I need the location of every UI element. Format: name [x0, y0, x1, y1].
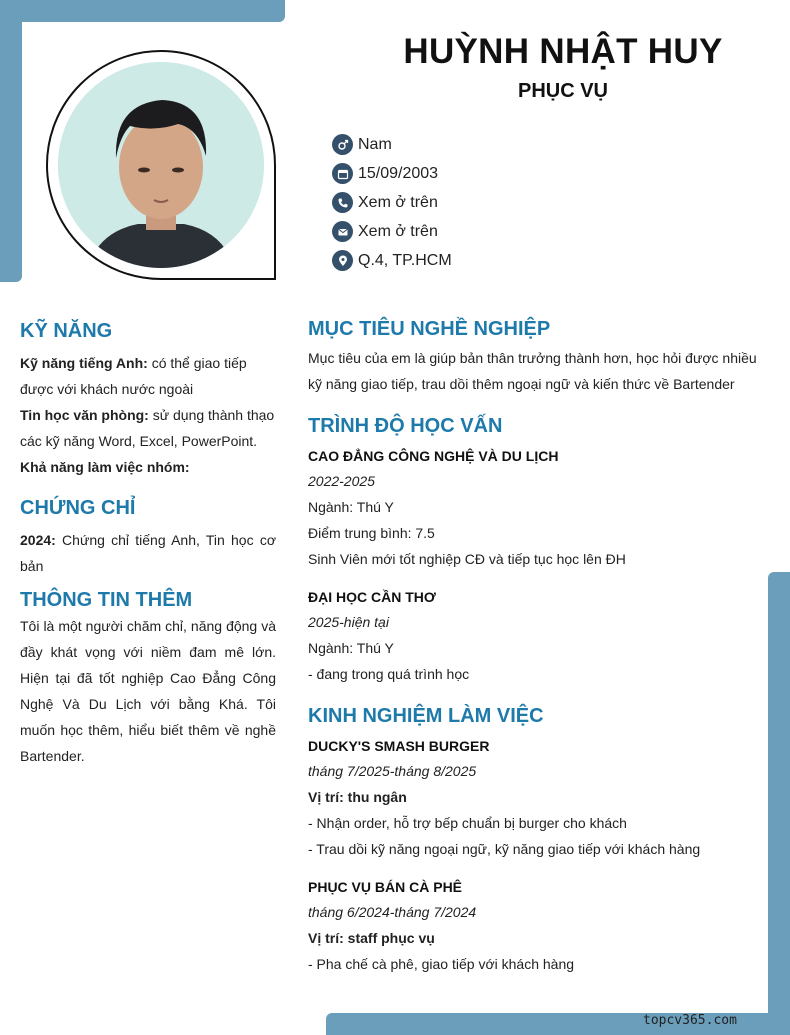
objective-heading: MỤC TIÊU NGHỀ NGHIỆP [308, 318, 551, 340]
school-name: CAO ĐẲNG CÔNG NGHỆ VÀ DU LỊCH [308, 448, 559, 464]
experience-heading: KINH NGHIỆM LÀM VIỆC [308, 705, 544, 727]
school-detail: Sinh Viên mới tốt nghiệp CĐ và tiếp tục học lên ĐH [308, 551, 626, 567]
job-company: PHỤC VỤ BÁN CÀ PHÊ [308, 879, 463, 895]
gender-icon [332, 134, 353, 155]
contact-gender [332, 130, 452, 159]
location-icon [332, 250, 353, 271]
certificates-heading: CHỨNG CHỈ [20, 497, 136, 519]
contact-gender-value: Nam [358, 135, 392, 153]
decor-right-bar [768, 572, 790, 1035]
job-position: Vị trí: thu ngân [308, 789, 407, 805]
left-column [20, 318, 276, 769]
job-period: tháng 6/2024-tháng 7/2024 [308, 904, 477, 920]
job-entry [308, 875, 763, 977]
job-entry [308, 734, 763, 862]
school-detail: Ngành: Thú Y [308, 499, 394, 515]
school-detail: Điểm trung bình: 7.5 [308, 525, 435, 541]
contact-location-value: Q.4, TP.HCM [358, 251, 452, 269]
school-period: 2022-2025 [308, 473, 375, 489]
job-position: Vị trí: staff phục vụ [308, 930, 435, 946]
phone-icon [332, 192, 353, 213]
skills-heading: KỸ NĂNG [20, 320, 113, 342]
school-name: ĐẠI HỌC CẦN THƠ [308, 589, 436, 605]
contact-birthday-value: 15/09/2003 [358, 164, 439, 182]
profile-photo [58, 62, 264, 268]
photo-frame [46, 50, 276, 280]
decor-top-bar [0, 0, 285, 22]
skill-item: Kỹ năng tiếng Anh: có thể giao tiếp được với khách nước ngoài [20, 355, 247, 397]
contact-location [332, 246, 452, 275]
right-column [308, 316, 763, 977]
job-company: DUCKY'S SMASH BURGER [308, 738, 490, 754]
job-period: tháng 7/2025-tháng 8/2025 [308, 763, 477, 779]
objective-text: Mục tiêu của em là giúp bản thân trưởng thành hơn, học hỏi được nhiều kỹ năng giao tiếp, trau dồi thêm ngoại ngữ và kiến thức về Bartender [308, 350, 757, 392]
watermark: topcv365.com [643, 1013, 737, 1028]
education-heading: TRÌNH ĐỘ HỌC VẤN [308, 415, 503, 437]
skill-item: Tin học văn phòng: sử dụng thành thạo các kỹ năng Word, Excel, PowerPoint. [20, 407, 275, 449]
candidate-role: PHỤC VỤ [517, 80, 608, 102]
extra-info-heading: THÔNG TIN THÊM [20, 589, 193, 611]
extra-info-text: Tôi là một người chăm chỉ, năng động và đầy khát vọng với niềm đam mê lớn. Hiện tại đã tốt nghiệp Cao Đẳng Công Nghệ Và Du Lịch với bằng Khá. Tôi muốn học thêm, hiểu biết thêm về nghề Bartender. [20, 618, 276, 764]
decor-left-bar [0, 0, 22, 282]
contact-email-value: Xem ở trên [358, 222, 438, 240]
contact-email[interactable] [332, 217, 452, 246]
contact-birthday [332, 159, 452, 188]
certificate-item: 2024: Chứng chỉ tiếng Anh, Tin học cơ bản [20, 532, 276, 574]
job-duty: - Trau dồi kỹ năng ngoại ngữ, kỹ năng giao tiếp với khách hàng [308, 841, 701, 857]
job-duty: - Pha chế cà phê, giao tiếp với khách hàng [308, 956, 575, 972]
calendar-icon [332, 163, 353, 184]
school-detail: - đang trong quá trình học [308, 666, 470, 682]
education-entry [308, 444, 763, 572]
contact-phone[interactable] [332, 188, 452, 217]
contact-phone-value: Xem ở trên [358, 193, 438, 211]
school-period: 2025-hiện tại [308, 614, 389, 630]
school-detail: Ngành: Thú Y [308, 640, 394, 656]
job-duty: - Nhận order, hỗ trợ bếp chuẩn bị burger cho khách [308, 815, 627, 831]
contact-list [332, 130, 452, 275]
candidate-name: HUỲNH NHẬT HUY [403, 32, 723, 71]
email-icon [332, 221, 353, 242]
education-entry [308, 585, 763, 687]
skill-item: Khả năng làm việc nhóm: [20, 459, 190, 475]
